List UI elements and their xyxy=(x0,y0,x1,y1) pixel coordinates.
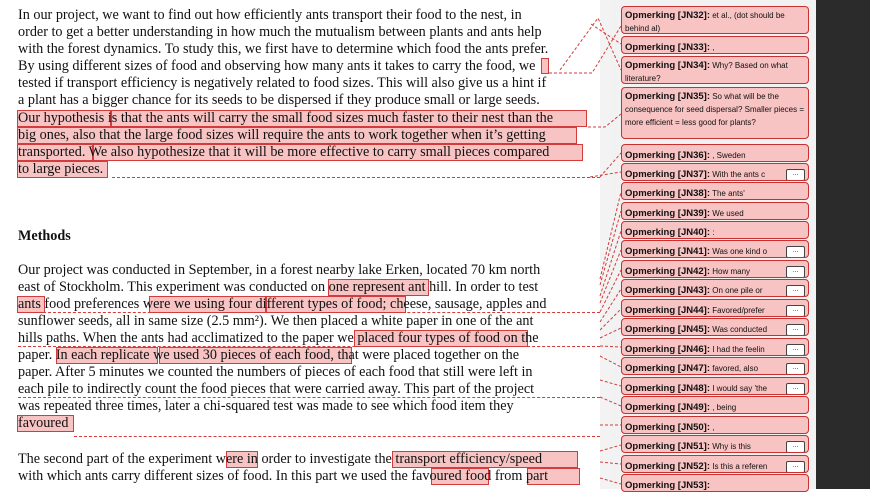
comment-text: How many xyxy=(710,267,751,276)
comment-balloon[interactable] xyxy=(621,221,809,239)
comment-tag: Opmerking [JN48]: xyxy=(625,383,710,394)
expand-comment-button[interactable]: ... xyxy=(786,246,805,258)
expand-comment-button[interactable]: ... xyxy=(786,305,805,317)
comment-balloon[interactable] xyxy=(621,377,809,395)
comment-text: Why? Based on what literature? xyxy=(625,61,788,83)
section-heading-methods: Methods xyxy=(18,228,71,244)
body-text-line: big ones, also that the large food sizes will require the ants to work together when it’s getting xyxy=(18,127,546,143)
comment-text: Favored/prefer xyxy=(710,306,765,315)
comment-tag: Opmerking [JN46]: xyxy=(625,344,710,355)
comment-balloon[interactable] xyxy=(621,182,809,200)
body-text-line: The second part of the experiment were in order to investigate the transport efficiency/speed xyxy=(18,451,543,467)
comment-tag: Opmerking [JN39]: xyxy=(625,208,710,219)
body-text-line: order to get a better understanding in how much the mutualism between plants and ants help xyxy=(18,24,542,40)
comment-text: With the ants c xyxy=(710,170,766,179)
comment-tag: Opmerking [JN50]: xyxy=(625,422,710,433)
expand-comment-button[interactable]: ... xyxy=(786,324,805,336)
comment-tag: Opmerking [JN52]: xyxy=(625,461,710,472)
comment-tag: Opmerking [JN51]: xyxy=(625,441,710,452)
expand-comment-button[interactable]: ... xyxy=(786,169,805,181)
comment-tag: Opmerking [JN47]: xyxy=(625,363,710,374)
body-text-line: with the forest dynamics. To study this, we first have to determine which food the ants prefer. xyxy=(18,41,549,57)
comment-text: Is this a referen xyxy=(710,462,768,471)
comment-balloon[interactable] xyxy=(621,163,809,181)
comment-text: et al., (dot should be behind al) xyxy=(625,11,785,33)
body-text-line: was repeated three times, later a chi-squared test was made to see which food item they xyxy=(18,398,514,414)
comment-tag: Opmerking [JN49]: xyxy=(625,402,710,413)
expand-comment-button[interactable]: ... xyxy=(786,266,805,278)
comment-text: : xyxy=(710,228,715,237)
expand-comment-button[interactable]: ... xyxy=(786,344,805,356)
comment-tag: Opmerking [JN32]: xyxy=(625,10,710,21)
comment-tag: Opmerking [JN44]: xyxy=(625,305,710,316)
comment-text: Why is this xyxy=(710,442,751,451)
comment-tag: Opmerking [JN41]: xyxy=(625,246,710,257)
comment-balloon[interactable] xyxy=(621,144,809,162)
comment-balloon[interactable] xyxy=(621,36,809,54)
body-text-line: east of Stockholm. This experiment was conducted on one represent ant hill. In order to test xyxy=(18,279,539,295)
body-text-line: sunflower seeds, all in same size (2.5 mm²). We then placed a white paper in one of the ant xyxy=(18,313,534,329)
comment-text: , xyxy=(710,43,715,52)
comment-balloon[interactable] xyxy=(621,6,809,34)
comment-tag: Opmerking [JN38]: xyxy=(625,188,710,199)
comment-balloon[interactable] xyxy=(621,357,809,375)
expand-comment-button[interactable]: ... xyxy=(786,461,805,473)
body-text-line: By using different sizes of food and observing how many ants it takes to carry the food, we xyxy=(18,58,536,74)
comment-text: I would say 'the xyxy=(710,384,768,393)
comment-balloon[interactable] xyxy=(621,338,809,356)
comment-tag: Opmerking [JN43]: xyxy=(625,285,710,296)
comment-tag: Opmerking [JN36]: xyxy=(625,150,710,161)
expand-comment-button[interactable]: ... xyxy=(786,285,805,297)
comment-text: I had the feelin xyxy=(710,345,765,354)
comment-balloon[interactable] xyxy=(621,474,809,492)
comment-balloon[interactable] xyxy=(621,299,809,317)
comment-balloon[interactable] xyxy=(621,240,809,258)
body-text-line: a plant has a bigger chance for its seeds to be dispersed if they produce small or large seeds. xyxy=(18,92,540,108)
body-text-line: transported. We also hypothesize that it will be more effective to carry small pieces compared xyxy=(18,144,550,160)
comment-text: , being xyxy=(710,403,737,412)
body-text-line: favoured xyxy=(18,415,69,431)
body-text-line: to large pieces. xyxy=(18,161,104,177)
comment-text: , Sweden xyxy=(710,151,746,160)
comment-balloon[interactable] xyxy=(621,455,809,473)
comment-text: favored, also xyxy=(710,364,759,373)
comment-text: So what will be the consequence for seed dispersal? Smaller pieces = more efficient = less good for plants? xyxy=(625,92,804,127)
body-text-line: Our project was conducted in September, in a forest nearby lake Erken, located 70 km north xyxy=(18,262,541,278)
comment-text: On one pile or xyxy=(710,286,763,295)
comment-balloon[interactable] xyxy=(621,56,809,84)
body-text-line: with which ants carry different sizes of food. In this part we used the favoured food from part xyxy=(18,468,549,484)
body-text-line: paper. In each replicate we used 30 pieces of each food, that were placed together on the xyxy=(18,347,520,363)
expand-comment-button[interactable]: ... xyxy=(786,383,805,395)
comment-balloon[interactable] xyxy=(621,87,809,139)
comment-tag: Opmerking [JN34]: xyxy=(625,60,710,71)
comment-tag: Opmerking [JN33]: xyxy=(625,42,710,53)
comment-tag: Opmerking [JN40]: xyxy=(625,227,710,238)
body-text-line: hills paths. When the ants had acclimatized to the paper we placed four types of food on the xyxy=(18,330,539,346)
comment-tag: Opmerking [JN37]: xyxy=(625,169,710,180)
expand-comment-button[interactable]: ... xyxy=(786,363,805,375)
body-text-line: Our hypothesis is that the ants will carry the small food sizes much faster to their nest than the xyxy=(18,110,554,126)
comment-text: Was conducted xyxy=(710,325,768,334)
comment-text: The ants' xyxy=(710,189,745,198)
comment-tag: Opmerking [JN45]: xyxy=(625,324,710,335)
comment-balloon[interactable] xyxy=(621,260,809,278)
body-text-line: each pile to indirectly count the food pieces that were carried away. This part of the project xyxy=(18,381,535,397)
comment-balloon[interactable] xyxy=(621,279,809,297)
body-text-line: ants food preferences were we using four different types of food; cheese, sausage, apples and xyxy=(18,296,547,312)
comment-text: , xyxy=(710,423,715,432)
comment-tag: Opmerking [JN53]: xyxy=(625,480,710,491)
comment-balloon[interactable] xyxy=(621,202,809,220)
comment-balloon[interactable] xyxy=(621,318,809,336)
comment-text: Was one kind o xyxy=(710,247,768,256)
comment-text: We used xyxy=(710,209,744,218)
comment-balloon[interactable] xyxy=(621,416,809,434)
comment-tag: Opmerking [JN42]: xyxy=(625,266,710,277)
body-text-line: tested if transport efficiency is negatively related to food sizes. This will also give us a hint if xyxy=(18,75,547,91)
comment-balloon[interactable] xyxy=(621,396,809,414)
body-text-line: In our project, we want to find out how efficiently ants transport their food to the nest, in xyxy=(18,7,522,23)
body-text-line: paper. After 5 minutes we counted the numbers of pieces of each food that still were left in xyxy=(18,364,533,380)
comment-tag: Opmerking [JN35]: xyxy=(625,91,710,102)
expand-comment-button[interactable]: ... xyxy=(786,441,805,453)
comment-balloon[interactable] xyxy=(621,435,809,453)
